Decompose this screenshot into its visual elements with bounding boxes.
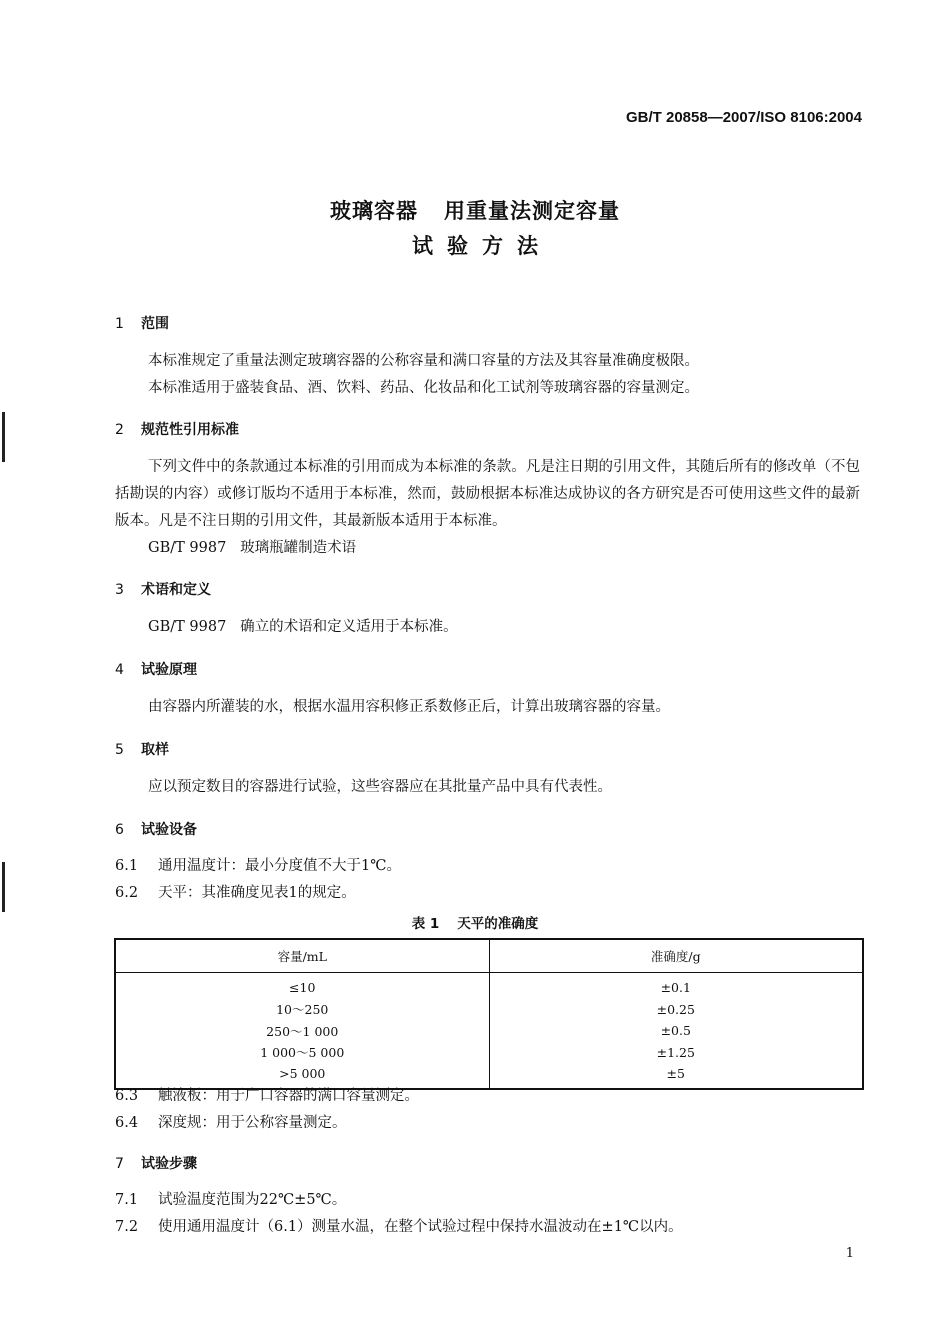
title-part-2: 用重量法测定容量 — [444, 199, 620, 223]
balance-accuracy-table — [114, 938, 864, 1090]
clause-6-1 — [115, 853, 401, 880]
column-header-capacity: 容量/mL — [115, 939, 489, 973]
clause-text: 天平：其准确度见表1的规定。 — [158, 885, 356, 901]
scan-mark — [2, 862, 5, 912]
section-number: 2 — [115, 422, 124, 438]
section-number: 7 — [115, 1156, 124, 1172]
capacity-cell: >5 000 — [279, 1066, 326, 1082]
section-number: 4 — [115, 662, 124, 678]
clause-text: 使用通用温度计（6.1）测量水温，在整个试验过程中保持水温波动在±1℃以内。 — [158, 1219, 683, 1235]
section-4-heading — [115, 659, 197, 679]
clause-6-4 — [115, 1110, 347, 1137]
section-title: 术语和定义 — [141, 582, 211, 598]
section-title: 试验原理 — [141, 662, 197, 678]
paragraph: 下列文件中的条款通过本标准的引用而成为本标准的条款。凡是注日期的引用文件，其随后所有的修改单（不包括勘误的内容）或修订版均不适用于本标准，然而，鼓励根据本标准达成协议的各方研究是否可使用这些文件的最新版本。凡是不注日期的引用文件，其最新版本适用于本标准。 — [115, 459, 860, 529]
capacity-cell: 10～250 — [276, 1002, 329, 1018]
title-part-1: 玻璃容器 — [330, 199, 418, 223]
section-1-heading — [115, 313, 169, 333]
paragraph: 本标准适用于盛装食品、酒、饮料、药品、化妆品和化工试剂等玻璃容器的容量测定。 — [148, 380, 699, 396]
section-title: 试验设备 — [141, 822, 197, 838]
clause-6-2 — [115, 880, 356, 907]
table-header-row — [115, 939, 863, 973]
clause-number: 6.2 — [115, 885, 139, 901]
section-title: 试验步骤 — [141, 1156, 197, 1172]
clause-text: 触液板：用于广口容器的满口容量测定。 — [158, 1088, 419, 1104]
page-number: 1 — [845, 1246, 854, 1261]
document-subtitle: 试验方法 — [412, 234, 552, 258]
clause-7-1 — [115, 1187, 346, 1214]
column-header-accuracy: 准确度/g — [489, 939, 863, 973]
accuracy-cell: ±0.1 — [489, 973, 863, 999]
reference-title: 玻璃瓶罐制造术语 — [240, 540, 357, 556]
paragraph: 本标准规定了重量法测定玻璃容器的公称容量和满口容量的方法及其容量准确度极限。 — [148, 353, 699, 369]
clause-number: 6.4 — [115, 1115, 139, 1131]
clause-6-3 — [115, 1083, 419, 1110]
section-number: 6 — [115, 822, 124, 838]
clause-number: 6.3 — [115, 1088, 139, 1104]
scan-mark — [2, 412, 5, 462]
section-number: 5 — [115, 742, 124, 758]
reference-code: GB/T 9987 — [148, 540, 227, 556]
table-row — [115, 999, 863, 1021]
clause-number: 7.2 — [115, 1219, 139, 1235]
section-number: 3 — [115, 582, 124, 598]
accuracy-cell: ±1.25 — [489, 1042, 863, 1064]
accuracy-cell: ±0.5 — [489, 1020, 863, 1042]
section-5-heading — [115, 739, 169, 759]
clause-text: 深度规：用于公称容量测定。 — [158, 1115, 347, 1131]
section-2-heading — [115, 419, 239, 439]
table-row — [115, 1020, 863, 1042]
accuracy-cell: ±5 — [489, 1063, 863, 1089]
table-title: 天平的准确度 — [457, 916, 539, 932]
section-6-heading — [115, 819, 197, 839]
paragraph: 由容器内所灌装的水，根据水温用容积修正系数修正后，计算出玻璃容器的容量。 — [148, 699, 670, 715]
capacity-cell: 1 000～5 000 — [260, 1045, 345, 1061]
clause-7-2 — [115, 1214, 683, 1241]
paragraph-text: 确立的术语和定义适用于本标准。 — [240, 619, 458, 635]
reference-code: GB/T 9987 — [148, 619, 227, 635]
paragraph: 应以预定数目的容器进行试验，这些容器应在其批量产品中具有代表性。 — [148, 779, 612, 795]
capacity-cell: ≤10 — [289, 980, 316, 996]
reference-item — [148, 535, 356, 562]
document-title — [0, 195, 950, 225]
capacity-cell: 250～1 000 — [266, 1023, 339, 1039]
standard-number: GB/T 20858—2007/ISO 8106:2004 — [626, 109, 862, 126]
clause-text: 试验温度范围为22℃±5℃。 — [158, 1192, 347, 1208]
section-title: 取样 — [141, 742, 169, 758]
section-title: 范围 — [141, 316, 169, 332]
clause-text: 通用温度计：最小分度值不大于1℃。 — [158, 858, 401, 874]
table-row — [115, 973, 863, 999]
table-row — [115, 1042, 863, 1064]
table-label: 表 1 — [411, 916, 440, 932]
section-number: 1 — [115, 316, 124, 332]
section-7-heading — [115, 1153, 197, 1173]
paragraph — [148, 614, 458, 641]
accuracy-cell: ±0.25 — [489, 999, 863, 1021]
clause-number: 6.1 — [115, 858, 139, 874]
section-title: 规范性引用标准 — [141, 422, 239, 438]
clause-number: 7.1 — [115, 1192, 139, 1208]
table-caption — [0, 912, 950, 932]
section-3-heading — [115, 579, 211, 599]
